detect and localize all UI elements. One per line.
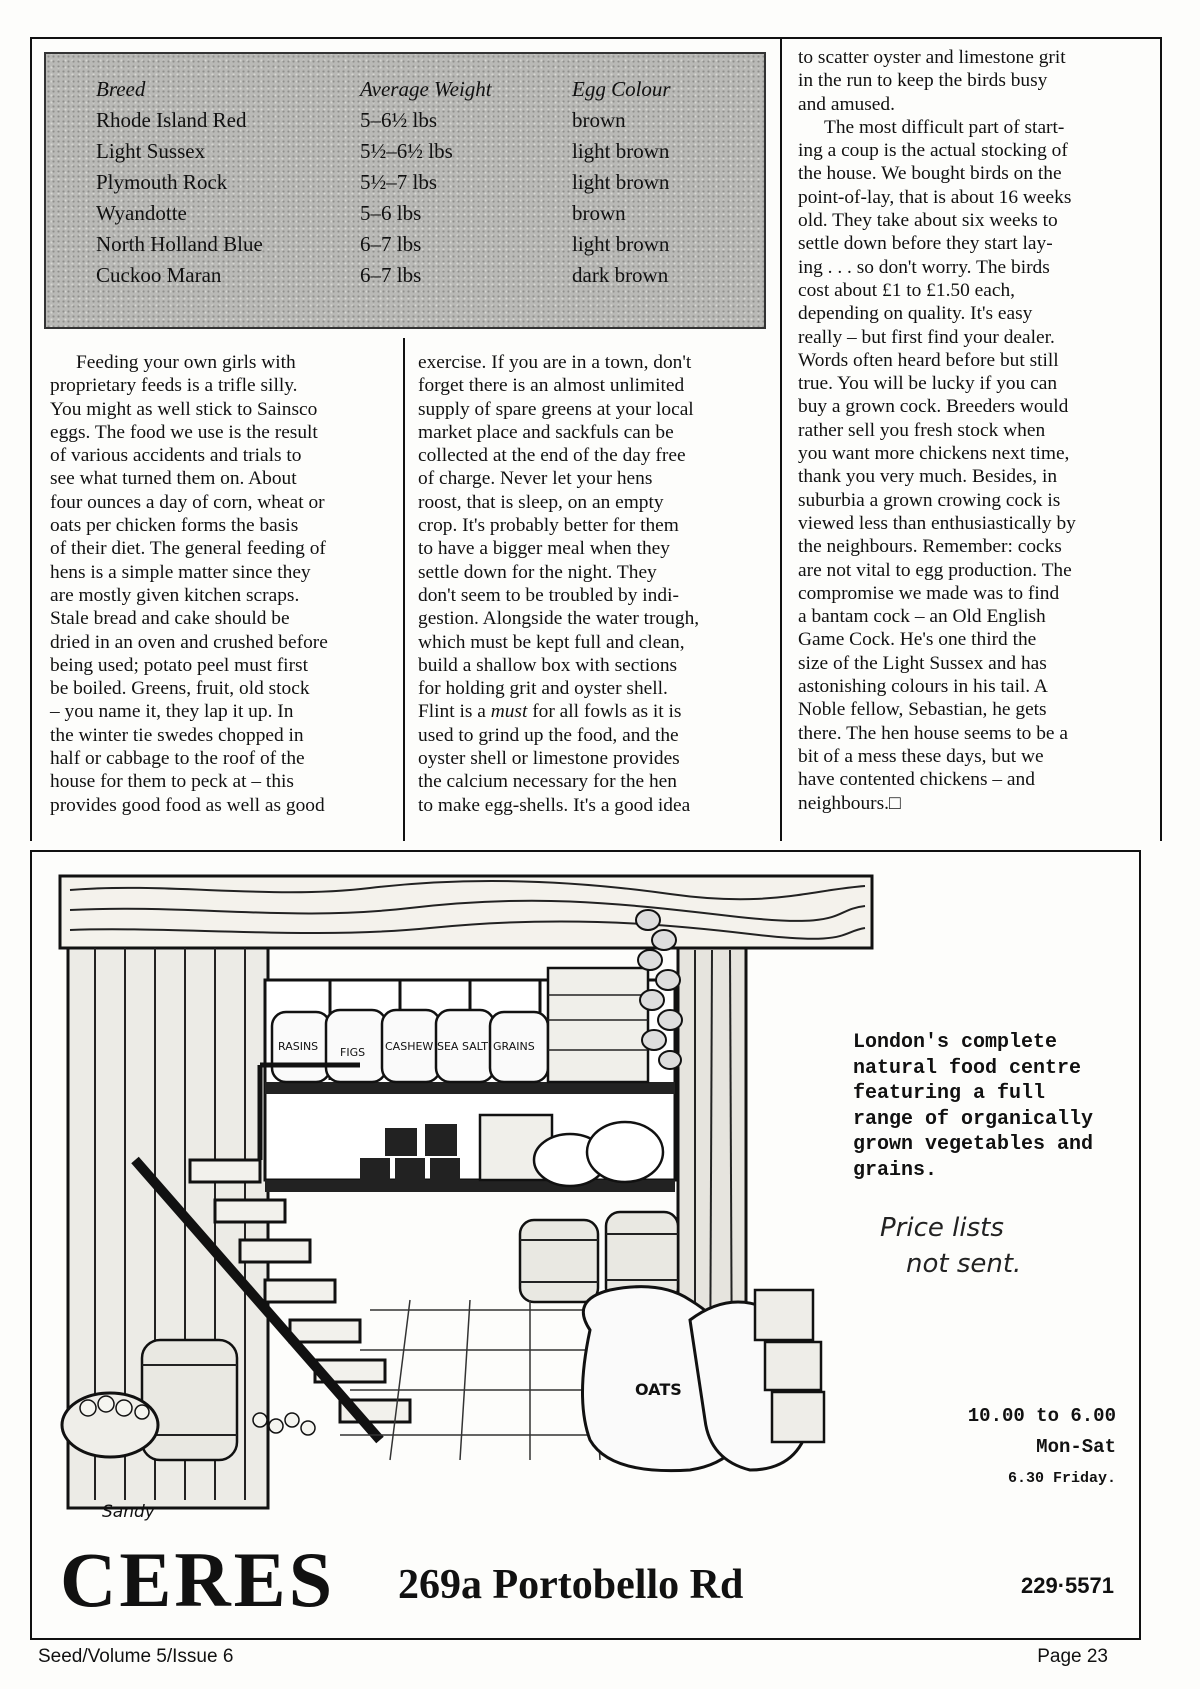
table-row xyxy=(96,260,742,291)
breed-cell: Wyandotte xyxy=(96,201,187,225)
jar-label-rasins: RASINS xyxy=(278,1040,319,1053)
article-line: you want more chickens next time, xyxy=(798,443,1070,465)
article-line: buy a grown cock. Breeders would xyxy=(798,396,1069,418)
article-line: depending on quality. It's easy xyxy=(798,303,1033,325)
article-line: viewed less than enthusiastically by xyxy=(798,512,1076,534)
column-rule-2 xyxy=(780,37,782,841)
article-line: You might as well stick to Sainsco xyxy=(50,398,318,420)
article-line: the neighbours. Remember: cocks xyxy=(798,536,1062,558)
egg-colour-cell: dark brown xyxy=(572,263,669,287)
article-column-3 xyxy=(798,46,1148,815)
article-line: see what turned them on. About xyxy=(50,468,297,490)
article-line: true. You will be lucky if you can xyxy=(798,373,1058,395)
tagline-line: range of organically xyxy=(853,1107,1094,1131)
opening-days: Mon-Sat xyxy=(1036,1436,1116,1458)
article-column-1 xyxy=(50,351,390,817)
article-line: house for them to peck at – this xyxy=(50,771,294,793)
article-line: Stale bread and cake should be xyxy=(50,608,290,630)
article-line: ing . . . so don't worry. The birds xyxy=(798,256,1050,278)
store-phone: 229·5571 xyxy=(1021,1573,1114,1598)
article-line: of charge. Never let your hens xyxy=(418,468,653,490)
breed-cell: Rhode Island Red xyxy=(96,108,247,132)
egg-colour-cell: brown xyxy=(572,201,626,225)
table-row xyxy=(96,105,742,136)
publication-info: Seed/Volume 5/Issue 6 xyxy=(38,1646,234,1667)
article-column-2 xyxy=(418,351,768,817)
article-line: astonishing colours in his tail. A xyxy=(798,676,1048,698)
article-line: build a shallow box with sections xyxy=(418,654,678,676)
handwritten-note xyxy=(880,1210,1021,1282)
article-line: don't seem to be troubled by indi- xyxy=(418,584,679,606)
article-line: being used; potato peel must first xyxy=(50,654,308,676)
article-line: The most difficult part of start- xyxy=(824,116,1065,138)
weight-cell: 6–7 lbs xyxy=(360,263,422,287)
article-line: for holding grit and oyster shell. xyxy=(418,678,668,700)
article-line: have contented chickens – and xyxy=(798,769,1035,791)
article-line: there. The hen house seems to be a xyxy=(798,722,1068,744)
weight-cell: 5½–6½ lbs xyxy=(360,139,453,163)
article-line: Game Cock. He's one third the xyxy=(798,629,1037,651)
article-line: used to grind up the food, and the xyxy=(418,724,679,746)
breed-cell: Light Sussex xyxy=(96,139,206,163)
tagline-line: London's complete xyxy=(853,1031,1058,1054)
weight-cell: 5–6½ lbs xyxy=(360,108,438,132)
article-line: exercise. If you are in a town, don't xyxy=(418,352,692,373)
handwritten-line: not sent. xyxy=(906,1249,1022,1279)
article-line: provides good food as well as good xyxy=(50,794,325,816)
article-line: suburbia a grown crowing cock is xyxy=(798,489,1061,511)
egg-colour-cell: light brown xyxy=(572,232,670,256)
article-line: be boiled. Greens, fruit, old stock xyxy=(50,678,310,700)
article-line: neighbours.□ xyxy=(798,792,901,814)
weight-cell: 5½–7 lbs xyxy=(360,170,438,194)
weight-cell: 6–7 lbs xyxy=(360,232,422,256)
article-line: the calcium necessary for the hen xyxy=(418,771,677,793)
store-name: CERES xyxy=(60,1536,336,1623)
weight-cell: 5–6 lbs xyxy=(360,201,422,225)
jar-label-grains: GRAINS xyxy=(493,1040,535,1053)
article-line: four ounces a day of corn, wheat or xyxy=(50,491,325,513)
article-line: Feeding your own girls with xyxy=(76,352,296,373)
header-breed: Breed xyxy=(96,77,146,101)
article-line: in the run to keep the birds busy xyxy=(798,70,1048,92)
article-line: hens is a simple matter since they xyxy=(50,561,311,583)
article-line: proprietary feeds is a trifle silly. xyxy=(50,375,298,397)
article-line: forget there is an almost unlimited xyxy=(418,375,685,397)
jar-label-cashew: CASHEW xyxy=(385,1040,434,1053)
article-line: gestion. Alongside the water trough, xyxy=(418,608,700,630)
article-line: point-of-lay, that is about 16 weeks xyxy=(798,186,1072,208)
article-line: are mostly given kitchen scraps. xyxy=(50,584,300,606)
article-line: bit of a mess these days, but we xyxy=(798,745,1044,767)
table-header-row xyxy=(96,74,742,105)
article-line: market place and sackfuls can be xyxy=(418,421,674,443)
page-number: Page 23 xyxy=(1037,1646,1108,1667)
article-line: roost, that is sleep, on an empty xyxy=(418,491,664,513)
top-shelf xyxy=(265,1082,675,1094)
article-line: Noble fellow, Sebastian, he gets xyxy=(798,699,1047,721)
article-line: oyster shell or limestone provides xyxy=(418,748,680,770)
breed-table xyxy=(96,74,742,291)
tagline-line: grown vegetables and xyxy=(853,1133,1094,1156)
article-line: dried in an oven and crushed before xyxy=(50,631,328,653)
ceiling-beam xyxy=(60,876,872,948)
article-line: really – but first find your dealer. xyxy=(798,326,1055,348)
table-row xyxy=(96,198,742,229)
article-line: and amused. xyxy=(798,93,895,115)
egg-colour-cell: brown xyxy=(572,108,626,132)
storeroom-illustration xyxy=(50,860,880,1550)
article-line: of various accidents and trials to xyxy=(50,445,302,467)
table-row xyxy=(96,229,742,260)
tagline-line: grains. xyxy=(853,1158,938,1182)
store-address: 269a Portobello Rd xyxy=(398,1562,744,1608)
article-line: to make egg-shells. It's a good idea xyxy=(418,794,691,816)
article-line: of their diet. The general feeding of xyxy=(50,538,326,560)
article-line: settle down before they start lay- xyxy=(798,233,1053,255)
jar-label-sea-salt: SEA SALT xyxy=(437,1040,488,1053)
article-line: rather sell you fresh stock when xyxy=(798,419,1046,441)
article-line: Flint is a must for all fowls as it is xyxy=(418,701,682,723)
article-line: which must be kept full and clean, xyxy=(418,631,685,653)
article-line: a bantam cock – an Old English xyxy=(798,606,1046,628)
opening-hours: 10.00 to 6.00 xyxy=(967,1405,1116,1427)
article-line: old. They take about six weeks to xyxy=(798,210,1058,232)
article-line: settle down for the night. They xyxy=(418,561,657,583)
article-line: to have a bigger meal when they xyxy=(418,538,670,560)
article-line: Words often heard before but still xyxy=(798,349,1059,371)
header-weight: Average Weight xyxy=(360,77,492,101)
header-egg-colour: Egg Colour xyxy=(572,77,671,101)
table-row xyxy=(96,136,742,167)
article-line: supply of spare greens at your local xyxy=(418,398,694,420)
article-line: eggs. The food we use is the result xyxy=(50,421,318,443)
article-line: cost about £1 to £1.50 each, xyxy=(798,279,1016,301)
article-line: – you name it, they lap it up. In xyxy=(50,701,294,723)
article-line: collected at the end of the day free xyxy=(418,445,686,467)
breed-cell: North Holland Blue xyxy=(96,232,263,256)
article-line: to scatter oyster and limestone grit xyxy=(798,47,1066,68)
article-line: half or cabbage to the roof of the xyxy=(50,748,305,770)
column-rule-1 xyxy=(403,338,405,841)
article-line: crop. It's probably better for them xyxy=(418,515,679,537)
table-row xyxy=(96,167,742,198)
article-line: size of the Light Sussex and has xyxy=(798,652,1047,674)
jar-label-figs: FIGS xyxy=(340,1046,366,1059)
egg-colour-cell: light brown xyxy=(572,170,670,194)
article-line: compromise we made was to find xyxy=(798,582,1060,604)
article-line: the winter tie swedes chopped in xyxy=(50,724,304,746)
artist-signature: Sandy xyxy=(102,1502,155,1522)
ad-tagline xyxy=(853,1030,1093,1183)
article-line: oats per chicken forms the basis xyxy=(50,515,299,537)
breed-table-box xyxy=(44,52,766,329)
article-line: thank you very much. Besides, in xyxy=(798,466,1058,488)
article-line: ing a coup is the actual stocking of xyxy=(798,140,1068,162)
friday-hours: 6.30 Friday. xyxy=(1007,1470,1116,1487)
handwritten-line: Price lists xyxy=(880,1213,1004,1243)
article-line: the house. We bought birds on the xyxy=(798,163,1062,185)
article-line: are not vital to egg production. The xyxy=(798,559,1072,581)
egg-colour-cell: light brown xyxy=(572,139,670,163)
breed-cell: Plymouth Rock xyxy=(96,170,228,194)
breed-cell: Cuckoo Maran xyxy=(96,263,222,287)
tagline-line: natural food centre xyxy=(853,1056,1082,1080)
sack-label-oats: OATS xyxy=(635,1380,682,1399)
tagline-line: featuring a full xyxy=(853,1082,1046,1105)
